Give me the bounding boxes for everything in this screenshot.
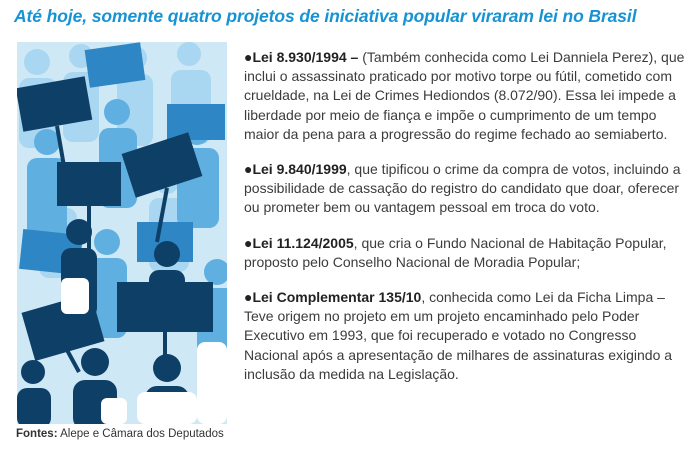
source-text: Alepe e Câmara dos Deputados: [57, 428, 224, 440]
bullet-icon: ●: [244, 289, 253, 306]
protest-illustration: [17, 42, 227, 424]
law-item: [244, 160, 690, 218]
law-item: [244, 288, 690, 384]
law-title: Lei 11.124/2005: [252, 234, 354, 251]
bullet-icon: ●: [244, 234, 253, 251]
law-list: [244, 48, 690, 400]
law-title: Lei 8.930/1994 –: [252, 49, 359, 65]
bullet-icon: ●: [244, 49, 253, 65]
headline: Até hoje, somente quatro projetos de iniciativa popular viraram lei no Brasil: [14, 6, 637, 26]
law-description: , conhecida como Lei da Ficha Limpa – Teve origem no projeto em um projeto encaminhado pelo Poder Executivo em 1993, que foi recuperado e votado no Congresso Nacional após a apresentação de milhares de assinaturas exigindo a inclusão da medida na Legislação.: [244, 289, 673, 382]
law-description: (Também conhecida como Lei Danniela Perez), que inclui o assassinato praticado por motivo torpe ou fútil, cometido com crueldade, na Lei de Crimes Hediondos (8.072/90). Essa lei impede a liberdade por meio de fiança e impõe o cumprimento de um tempo maior da pena para a progressão do regime fechado ao semiaberto.: [244, 49, 685, 142]
law-description: , que tipificou o crime da compra de votos, incluindo a possibilidade de cassação do registro do candidato que doar, oferecer ou prometer bem ou vantagem pessoal em troca do voto.: [244, 161, 681, 216]
law-description: , que cria o Fundo Nacional de Habitação Popular, proposto pelo Conselho Nacional de Moradia Popular;: [244, 234, 667, 270]
law-item: [244, 48, 690, 144]
law-item: [244, 234, 690, 272]
source-label: Fontes:: [16, 428, 58, 440]
law-title: Lei 9.840/1999: [252, 161, 347, 178]
bullet-icon: ●: [244, 161, 253, 178]
source-credit: [16, 428, 224, 440]
law-title: Lei Complementar 135/10: [252, 289, 422, 306]
